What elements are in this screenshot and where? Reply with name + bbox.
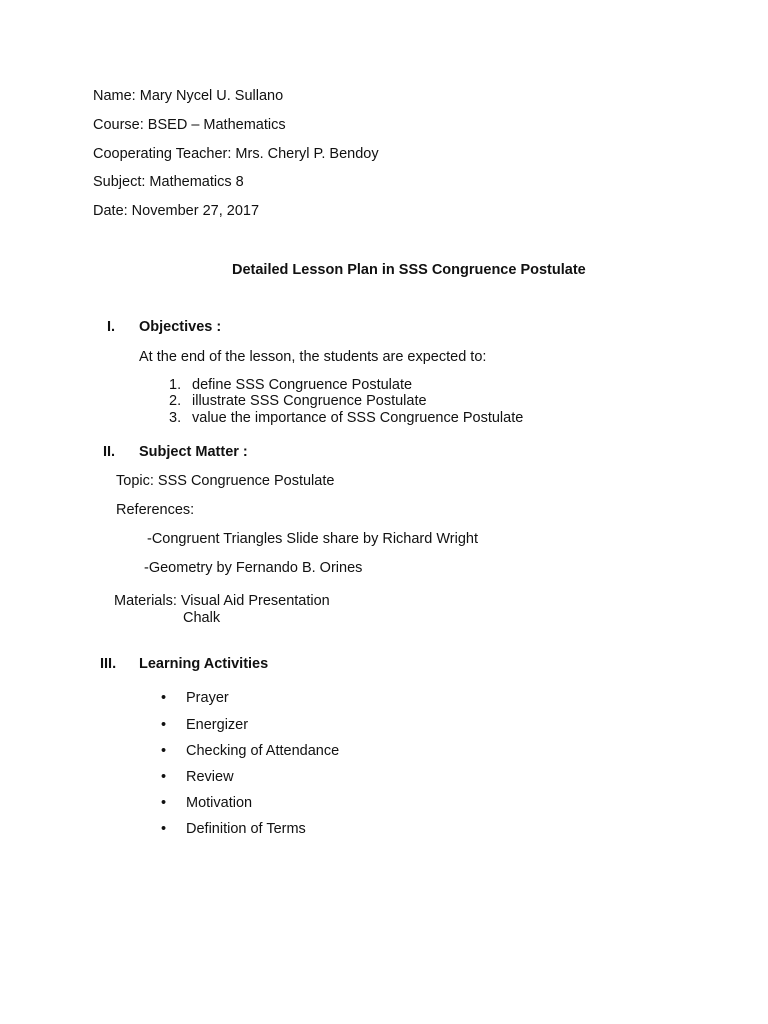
activity-item: Energizer bbox=[186, 717, 249, 733]
subject: Subject: Mathematics 8 bbox=[93, 174, 244, 190]
bullet-icon: • bbox=[161, 717, 167, 733]
bullet-icon: • bbox=[161, 821, 167, 837]
materials: Materials: Visual Aid Presentation bbox=[114, 593, 330, 609]
objective-number: 2. bbox=[169, 393, 182, 409]
objective-number: 1. bbox=[169, 377, 182, 393]
objective-item: illustrate SSS Congruence Postulate bbox=[192, 393, 427, 409]
section-1-numeral: I. bbox=[107, 319, 116, 335]
activity-item: Prayer bbox=[186, 690, 229, 706]
bullet-icon: • bbox=[161, 743, 167, 759]
activity-item: Review bbox=[186, 769, 234, 785]
activity-item: Motivation bbox=[186, 795, 253, 811]
section-3-heading: Learning Activities bbox=[139, 656, 269, 672]
activity-item: Checking of Attendance bbox=[186, 743, 340, 759]
bullet-icon: • bbox=[161, 690, 167, 706]
section-3-numeral: III. bbox=[100, 656, 117, 672]
cooperating-teacher: Cooperating Teacher: Mrs. Cheryl P. Bendoy bbox=[93, 146, 379, 162]
objective-number: 3. bbox=[169, 410, 182, 426]
student-name: Name: Mary Nycel U. Sullano bbox=[93, 88, 284, 104]
section-2-numeral: II. bbox=[103, 444, 116, 460]
bullet-icon: • bbox=[161, 769, 167, 785]
references-label: References: bbox=[116, 502, 195, 518]
materials-extra: Chalk bbox=[183, 610, 221, 626]
course: Course: BSED – Mathematics bbox=[93, 117, 286, 133]
reference-item: -Geometry by Fernando B. Orines bbox=[144, 560, 363, 576]
date: Date: November 27, 2017 bbox=[93, 203, 260, 219]
bullet-icon: • bbox=[161, 795, 167, 811]
document-title: Detailed Lesson Plan in SSS Congruence Postulate bbox=[232, 262, 586, 278]
reference-item: -Congruent Triangles Slide share by Richard Wright bbox=[147, 531, 478, 547]
section-2-heading: Subject Matter : bbox=[139, 444, 248, 460]
section-1-heading: Objectives : bbox=[139, 319, 222, 335]
activity-item: Definition of Terms bbox=[186, 821, 306, 837]
topic: Topic: SSS Congruence Postulate bbox=[116, 473, 335, 489]
objectives-intro: At the end of the lesson, the students are expected to: bbox=[139, 349, 487, 365]
objective-item: define SSS Congruence Postulate bbox=[192, 377, 413, 393]
objective-item: value the importance of SSS Congruence Postulate bbox=[192, 410, 524, 426]
